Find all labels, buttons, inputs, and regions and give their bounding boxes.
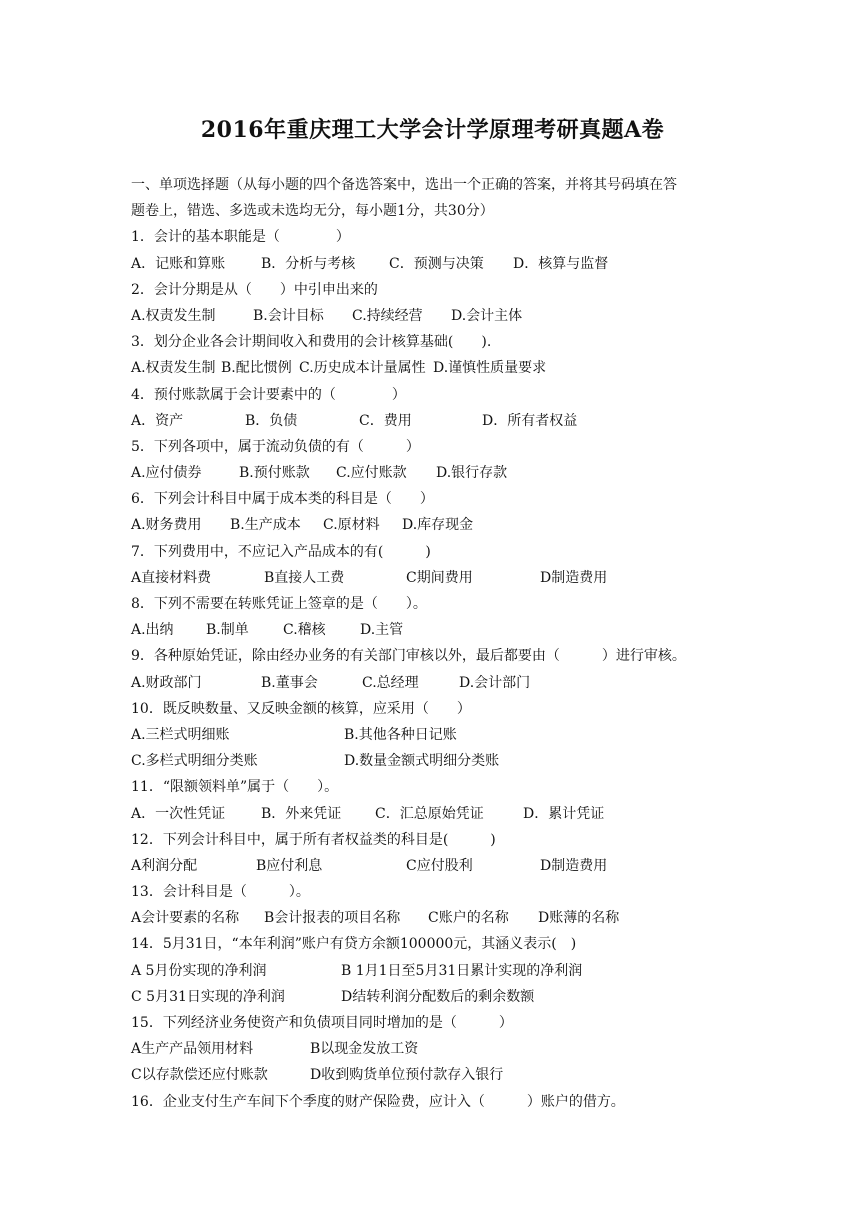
question-stem: 6．下列会计科目中属于成本类的科目是（ ） (131, 491, 434, 508)
option-c: C以存款偿还应付账款 (131, 1067, 268, 1084)
option-b: B 1月1日至5月31日累计实现的净利润 (341, 962, 583, 979)
option-d: D账薄的名称 (538, 910, 620, 927)
question-stem: 2．会计分期是从（ ）中引申出来的 (131, 281, 378, 298)
option-d: D.会计主体 (451, 307, 523, 324)
option-a: A.财政部门 (131, 674, 202, 691)
option-a: A.财务费用 (131, 517, 202, 534)
question-options (131, 512, 751, 538)
question-options (131, 355, 751, 381)
option-c: C．汇总原始凭证 (375, 805, 484, 822)
option-d: D.主管 (360, 622, 404, 639)
option-c: C.历史成本计量属性 (299, 360, 426, 377)
option-d: D．累计凭证 (523, 805, 605, 822)
option-b: B.制单 (206, 622, 249, 639)
option-a: A利润分配 (131, 857, 198, 874)
option-c: C．预测与决策 (389, 255, 484, 272)
option-a: A生产产品领用材料 (131, 1041, 254, 1058)
exam-body (131, 172, 751, 1115)
question-options (131, 1036, 751, 1062)
option-a: A 5月份实现的净利润 (131, 962, 267, 979)
question-options (131, 905, 751, 931)
option-d: D.银行存款 (436, 465, 508, 482)
option-c: C.应付账款 (336, 465, 407, 482)
question-stem: 4．预付账款属于会计要素中的（ ） (131, 386, 406, 403)
question-options (131, 801, 751, 827)
question-options (131, 460, 751, 486)
option-d: D.数量金额式明细分类账 (344, 753, 500, 770)
option-b: B.董事会 (261, 674, 318, 691)
option-c: C.总经理 (362, 674, 419, 691)
option-c: C.持续经营 (352, 307, 423, 324)
option-c: C应付股利 (406, 857, 473, 874)
question-stem: 14．5月31日，“本年利润”账户有贷方余额100000元，其涵义表示( ) (131, 936, 577, 953)
option-b: B．外来凭证 (261, 805, 342, 822)
option-d: D．核算与监督 (513, 255, 609, 272)
option-b: B应付利息 (256, 857, 323, 874)
option-d: D收到购货单位预付款存入银行 (310, 1067, 504, 1084)
option-c: C期间费用 (406, 569, 473, 586)
option-b: B以现金发放工资 (310, 1041, 419, 1058)
section-heading: 一、单项选择题（从每小题的四个备选答案中，选出一个正确的答案，并将其号码填在答 (131, 177, 677, 193)
question-options (131, 984, 751, 1010)
option-a: A直接材料费 (131, 569, 212, 586)
option-d: D．所有者权益 (482, 412, 578, 429)
option-a: A.出纳 (131, 622, 174, 639)
option-a: A．记账和算账 (131, 255, 226, 272)
question-stem: 8．下列不需要在转账凭证上签章的是（ ）。 (131, 596, 427, 612)
option-d: D.会计部门 (459, 674, 531, 691)
question-stem: 3．划分企业各会计期间收入和费用的会计核算基础( ). (131, 334, 492, 351)
option-d: D.库存现金 (402, 517, 474, 534)
option-b: B．分析与考核 (261, 255, 356, 272)
question-stem: 1．会计的基本职能是（ ） (131, 229, 350, 246)
option-c: C.原材料 (323, 517, 380, 534)
option-a: A．一次性凭证 (131, 805, 226, 822)
question-stem: 7．下列费用中，不应记入产品成本的有( ) (131, 543, 431, 560)
option-a: A.权责发生制 (131, 307, 216, 324)
question-stem: 10．既反映数量、又反映金额的核算，应采用（ ） (131, 700, 471, 717)
question-stem: 9．各种原始凭证，除由经办业务的有关部门审核以外，最后都要由（ ）进行审核。 (131, 648, 686, 665)
option-c: C.多栏式明细分类账 (131, 753, 258, 770)
question-stem: 5．下列各项中，属于流动负债的有（ ） (131, 438, 420, 455)
option-c: C账户的名称 (428, 910, 509, 927)
question-stem: 12．下列会计科目中，属于所有者权益类的科目是( ) (131, 831, 496, 848)
option-b: B.会计目标 (253, 307, 324, 324)
option-d: D.谨慎性质量要求 (433, 360, 547, 377)
question-options (131, 408, 751, 434)
question-stem: 13．会计科目是（ ）。 (131, 884, 310, 901)
question-options (131, 251, 751, 277)
question-options (131, 1062, 751, 1088)
option-a: A会计要素的名称 (131, 910, 240, 927)
option-c: C.稽核 (283, 622, 326, 639)
question-options (131, 565, 751, 591)
option-b: B.生产成本 (230, 517, 301, 534)
option-a: A．资产 (131, 412, 184, 429)
option-a: A.应付债券 (131, 465, 202, 482)
option-b: B．负债 (245, 412, 298, 429)
option-d: D结转利润分配数后的剩余数额 (341, 988, 535, 1005)
option-c: C 5月31日实现的净利润 (131, 988, 285, 1005)
option-d: D制造费用 (540, 857, 608, 874)
question-options (131, 748, 751, 774)
section-heading-cont: 题卷上，错选、多选或未选均无分，每小题1分，共30分） (131, 203, 494, 220)
question-options (131, 303, 751, 329)
option-b: B.其他各种日记账 (344, 726, 457, 743)
question-options (131, 722, 751, 748)
question-options (131, 958, 751, 984)
option-b: B.配比惯例 (221, 360, 292, 377)
question-stem: 15．下列经济业务使资产和负债项目同时增加的是（ ） (131, 1015, 513, 1031)
option-b: B.预付账款 (239, 465, 310, 482)
question-options (131, 853, 751, 879)
question-options (131, 670, 751, 696)
option-a: A.权责发生制 (131, 360, 216, 377)
option-b: B直接人工费 (264, 569, 345, 586)
question-stem: 11．“限额领料单”属于（ ）。 (131, 779, 339, 796)
page-title: 2016年重庆理工大学会计学原理考研真题A卷 (200, 117, 665, 143)
option-b: B会计报表的项目名称 (264, 910, 401, 927)
option-c: C．费用 (359, 412, 412, 429)
question-stem: 16．企业支付生产车间下个季度的财产保险费，应计入（ ）账户的借方。 (131, 1093, 625, 1110)
option-d: D制造费用 (540, 569, 608, 586)
option-a: A.三栏式明细账 (131, 726, 230, 743)
question-options (131, 617, 751, 643)
